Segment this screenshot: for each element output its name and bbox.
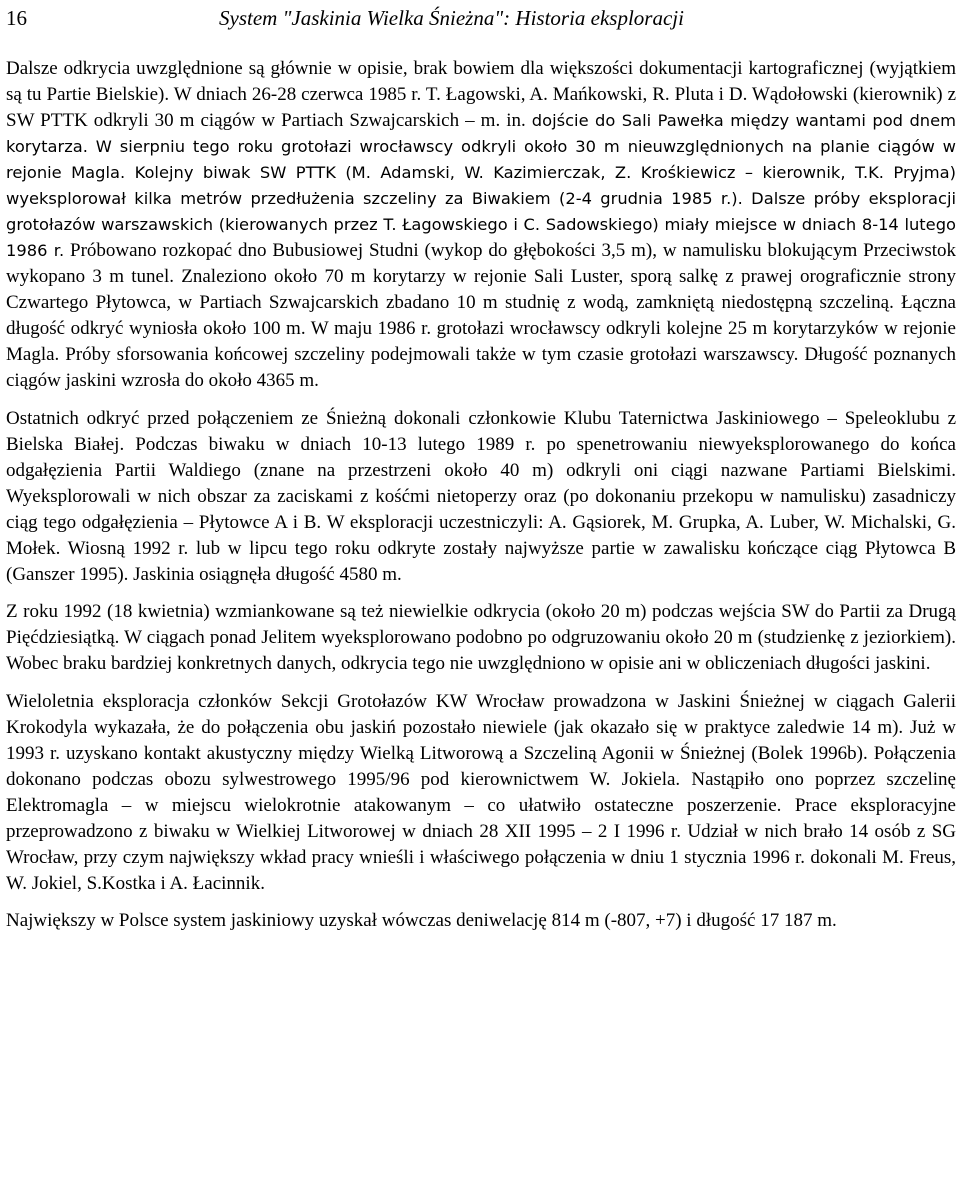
paragraph-1-serif-text: Dalsze odkrycia uwzględnione są głównie w opisie, brak bowiem dla większości dokumentacji kartograficznej (wyjątkiem są tu Partie Bielskie). W dniach 26-28 czerwca 1985 r. T. Łagowski, A. Mańkowski, R. Pluta i D. Wądołowski (kierownik) z SW PTTK odkryli 30 m ciągów w Partiach Szwajcarskich – m. in. xyxy=(6,58,956,131)
document-page xyxy=(6,0,956,1196)
paragraph-3: Z roku 1992 (18 kwietnia) wzmiankowane są też niewielkie odkrycia (około 20 m) podczas wejścia SW do Partii za Drugą Pięćdziesiątką. W ciągach ponad Jelitem wyeksplorowano podobno po odgruzowaniu około 20 m (studzienkę z jeziorkiem). Wobec braku bardziej konkretnych danych, odkrycia tego nie uwzględniono w opisie ani w obliczeniach długości jaskini. xyxy=(6,601,956,674)
page-header xyxy=(6,0,956,36)
page-number: 16 xyxy=(6,6,27,30)
paragraph-1 xyxy=(6,56,956,394)
body-text xyxy=(6,56,956,934)
paragraph-4: Wieloletnia eksploracja członków Sekcji Grotołazów KW Wrocław prowadzona w Jaskini Śnieżnej w ciągach Galerii Krokodyla wykazała, że do połączenia obu jaskiń pozostało niewiele (jak okazało się w praktyce zaledwie 14 m). Już w 1993 r. uzyskano kontakt akustyczny między Wielką Litworową a Szczeliną Agonii w Śnieżnej (Bolek 1996b). Połączenia dokonano podczas obozu sylwestrowego 1995/96 pod kierownictwem W. Jokiela. Nastąpiło ono poprzez szczelinę Elektromagla – w miejscu wielokrotnie atakowanym – co ułatwiło ostateczne poszerzenie. Prace eksploracyjne przeprowadzono z biwaku w Wielkiej Litworowej w dniach 28 XII 1995 – 2 I 1996 r. Udział w nich brało 14 osób z SG Wrocław, przy czym największy wkład pracy wnieśli i właściwego połączenia w dniu 1 stycznia 1996 r. dokonali M. Freus, W. Jokiel, S.Kostka i A. Łacinnik. xyxy=(6,690,956,894)
paragraph-1-sans-text: dojście do Sali Pawełka między wantami pod dnem korytarza. W sierpniu tego roku grotołazi wrocławscy odkryli około 30 m nieuwzględnionych na planie ciągów w rejonie Magla. Kolejny biwak SW PTTK (M. Adamski, W. Kazimierczak, Z. Krośkiewicz – kierownik, T.K. Pryjma) wyeksplorował kilka metrów przedłużenia szczeliny za Biwakiem (2-4 grudnia 1985 r.). Dalsze próby eksploracji grotołazów warszawskich (kierowanych przez T. Łagowskiego i C. Sadowskiego) miały miejsce w dniach 8-14 lutego 1986 r. xyxy=(6,111,956,260)
paragraph-1-serif-tail: Próbowano rozkopać dno Bubusiowej Studni (wykop do głębokości 3,5 m), w namulisku blokującym Przeciwstok wykopano 3 m tunel. Znaleziono około 70 m korytarzy w rejonie Sali Luster, sporą salkę z prawej orograficznie strony Czwartego Płytowca, w Partiach Szwajcarskich zbadano 10 m studnię z wodą, zamkniętą niedostępną szczeliną. Łączna długość odkryć wyniosła około 100 m. W maju 1986 r. grotołazi wrocławscy odkryli kolejne 25 m korytarzyków w rejonie Magla. Próby sforsowania końcowej szczeliny podejmowali także w tym czasie grotołazi warszawscy. Długość poznanych ciągów jaskini wzrosła do około 4365 m. xyxy=(6,240,956,391)
paragraph-5: Największy w Polsce system jaskiniowy uzyskał wówczas deniwelację 814 m (-807, +7) i długość 17 187 m. xyxy=(6,910,837,931)
paragraph-2: Ostatnich odkryć przed połączeniem ze Śnieżną dokonali członkowie Klubu Taternictwa Jaskiniowego – Speleoklubu z Bielska Białej. Podczas biwaku w dniach 10-13 lutego 1989 r. po spenetrowaniu niewyeksplorowanego do końca odgałęzienia Partii Waldiego (znane na przestrzeni około 40 m) odkryli oni ciągi nazwane Partiami Bielskimi. Wyeksplorowali w nich obszar za zaciskami z kośćmi nietoperzy oraz (po dokonaniu przekopu w namulisku) zasadniczy ciąg tego odgałęzienia – Płytowce A i B. W eksploracji uczestniczyli: A. Gąsiorek, M. Grupka, A. Luber, W. Michalski, G. Mołek. Wiosną 1992 r. lub w lipcu tego roku odkryte zostały najwyższe partie w zawalisku kończące ciąg Płytowca B (Ganszer 1995). Jaskinia osiągnęła długość 4580 m. xyxy=(6,407,956,585)
running-title: System "Jaskinia Wielka Śnieżna": Historia eksploracji xyxy=(219,6,684,30)
